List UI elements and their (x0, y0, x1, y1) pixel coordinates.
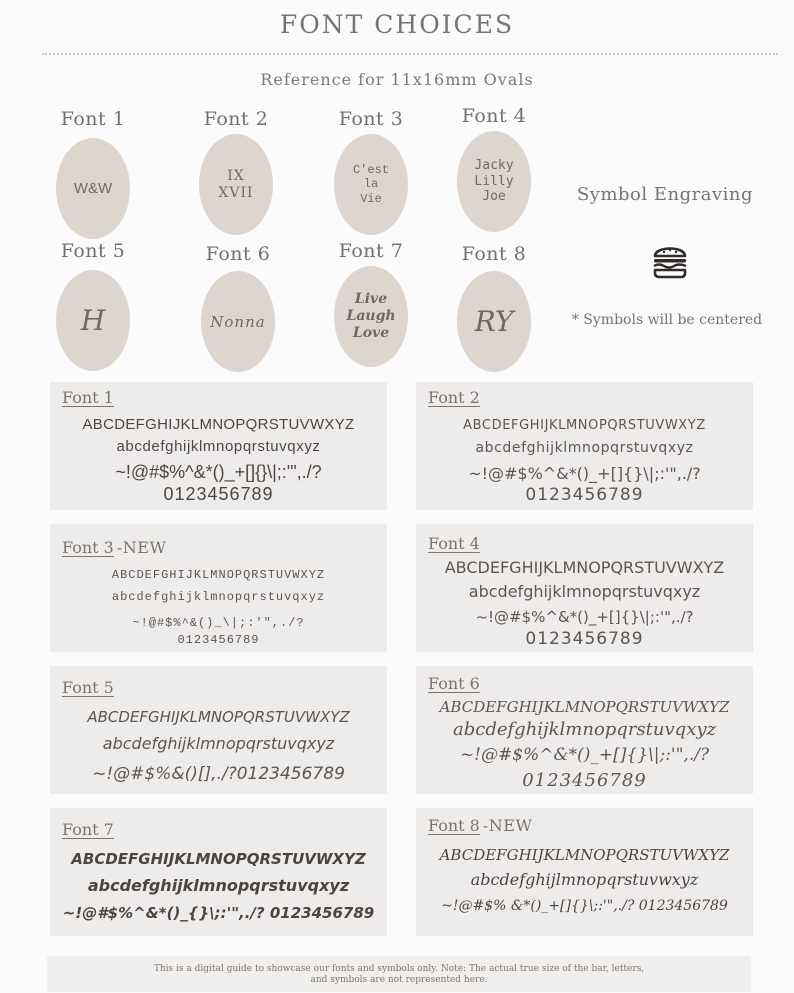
oval-sample (201, 271, 275, 372)
font-panel-3 (50, 524, 387, 652)
oval-label: Font 5 (60, 240, 126, 262)
oval-sample (56, 138, 130, 239)
oval-font-8 (439, 243, 549, 372)
panel-label (62, 678, 117, 697)
numbers-sample: 0123456789 (525, 485, 644, 505)
oval-text: IX (227, 167, 245, 184)
uppercase-sample: ABCDEFGHIJKLMNOPQRSTUVWXYZ (71, 850, 366, 868)
oval-sample (199, 134, 273, 235)
oval-text: W&W (73, 179, 113, 197)
oval-sample (334, 266, 408, 367)
oval-text: Laugh (346, 308, 396, 325)
oval-font-1 (38, 108, 148, 239)
panel-label-text: Font 1 (62, 388, 114, 407)
panel-label-text: Font 5 (62, 678, 114, 697)
oval-label: Font 8 (461, 243, 527, 265)
lowercase-sample: abcdefghijklmnopqrstuvqxyz (102, 734, 335, 753)
oval-font-3 (316, 108, 426, 235)
oval-label: Font 4 (461, 105, 527, 127)
oval-text: XVII (218, 184, 254, 201)
lowercase-sample: abcdefghijklmnopqrstuvqxyz (111, 590, 326, 604)
panel-label (62, 538, 166, 557)
oval-text: Live (354, 291, 388, 308)
oval-label: Font 2 (203, 108, 269, 130)
lowercase-sample: abcdefghijklmnopqrstuvqxyz (453, 719, 716, 740)
symbols-sample: ~!@#$%^&*()_{}\;:'",./? 0123456789 (62, 904, 375, 922)
panel-label-text: Font 6 (428, 674, 480, 693)
oval-text: Love (352, 324, 390, 341)
oval-text: Nonna (210, 312, 266, 331)
oval-text: Jacky (474, 158, 514, 174)
lowercase-sample: abcdefghijlmnopqrstuvwxyz (470, 870, 699, 889)
oval-label: Font 3 (338, 108, 404, 130)
uppercase-sample: ABCDEFGHIJKLMNOPQRSTUVWXYZ (463, 418, 706, 433)
symbols-sample: ~!@#$%^&()_\|;:'",./? (132, 616, 305, 630)
panel-label (428, 674, 483, 693)
title-divider (42, 53, 778, 55)
panel-label (428, 816, 532, 835)
symbols-sample: ~!@#$%^&*()_+[]{}\|;:'",./? (115, 462, 322, 482)
numbers-sample: 0123456789 (525, 629, 644, 649)
oval-text: Lilly (474, 173, 514, 189)
oval-sample (334, 134, 408, 235)
panel-label (428, 388, 483, 407)
oval-text: H (80, 303, 106, 337)
panel-label-text: Font 2 (428, 388, 480, 407)
panel-label (428, 534, 483, 553)
lowercase-sample: abcdefghijklmnopqrstuvqxyz (475, 440, 694, 456)
uppercase-sample: ABCDEFGHIJKLMNOPQRSTUVWXYZ (439, 698, 730, 716)
oval-text: RY (474, 304, 514, 338)
symbols-sample: ~!@#$%^&*()_+[]{}\|;:'",./? (468, 464, 701, 483)
oval-sample (56, 270, 130, 371)
lowercase-sample: abcdefghijklmnopqrstuvqxyz (116, 438, 321, 455)
oval-text: Joe (482, 189, 506, 205)
panel-label-text: Font 4 (428, 534, 480, 553)
oval-font-6 (183, 243, 293, 372)
footer-disclaimer (47, 956, 751, 992)
oval-text: C'est (352, 162, 389, 177)
symbols-sample: ~!@#$%&()[],./?0123456789 (92, 764, 345, 784)
lowercase-sample: abcdefghijklmnopqrstuvqxyz (87, 876, 350, 895)
panel-tag: -NEW (116, 538, 167, 557)
oval-font-4 (439, 105, 549, 232)
font-panel-7 (50, 808, 387, 936)
lowercase-sample: abcdefghijklmnopqrstuvqxyz (468, 582, 701, 601)
page-subtitle: Reference for 11x16mm Ovals (260, 70, 534, 89)
uppercase-sample: ABCDEFGHIJKLMNOPQRSTUVWXYZ (82, 416, 355, 433)
hamburger-icon (650, 240, 690, 280)
panel-label-text: Font 8 (428, 816, 480, 835)
oval-font-2 (181, 108, 291, 235)
panel-label (62, 820, 117, 839)
panel-tag: -NEW (482, 816, 533, 835)
symbols-sample: ~!@#$%^&*()_+[]{}\|;:'",./? (475, 608, 694, 626)
uppercase-sample: ABCDEFGHIJKLMNOPQRSTUVWXYZ (87, 708, 350, 726)
footer-line-2: and symbols are not represented here. (310, 975, 488, 986)
panel-label (62, 388, 117, 407)
panel-label-text: Font 7 (62, 820, 114, 839)
symbols-sample: ~!@#$% &*()_+[]{}\;:'",./? 0123456789 (441, 898, 728, 914)
oval-font-5 (38, 240, 148, 371)
oval-label: Font 7 (338, 240, 404, 262)
oval-label: Font 6 (205, 243, 271, 265)
panel-label-text: Font 3 (62, 538, 114, 557)
oval-font-7 (316, 240, 426, 367)
font-panel-8 (416, 808, 753, 936)
numbers-sample: 0123456789 (163, 484, 274, 504)
oval-text: Vie (360, 191, 382, 206)
page-title: FONT CHOICES (279, 10, 515, 39)
font-panel-6 (416, 666, 753, 794)
oval-sample (457, 131, 531, 232)
footer-line-1: This is a digital guide to showcase our fonts and symbols only. Note: The actual true size of the bar, letters, (153, 964, 645, 974)
uppercase-sample: ABCDEFGHIJKLMNOPQRSTUVWXYZ (439, 846, 730, 864)
font-panel-1 (50, 382, 387, 510)
font-panel-2 (416, 382, 753, 510)
symbols-sample: ~!@#$%^&*()_+[]{}\|;:'",./? (459, 745, 710, 765)
font-panel-4 (416, 524, 753, 652)
uppercase-sample: ABCDEFGHIJKLMNOPQRSTUVWXYZ (111, 568, 326, 582)
font-panel-5 (50, 666, 387, 794)
numbers-sample: 0123456789 (177, 633, 260, 647)
symbol-note: * Symbols will be centered (571, 312, 763, 328)
numbers-sample: 0123456789 (522, 770, 647, 791)
oval-text: la (363, 177, 379, 192)
oval-label: Font 1 (60, 108, 126, 130)
oval-sample (457, 271, 531, 372)
uppercase-sample: ABCDEFGHIJKLMNOPQRSTUVWXYZ (444, 558, 725, 577)
symbol-engraving-title: Symbol Engraving (576, 184, 754, 205)
